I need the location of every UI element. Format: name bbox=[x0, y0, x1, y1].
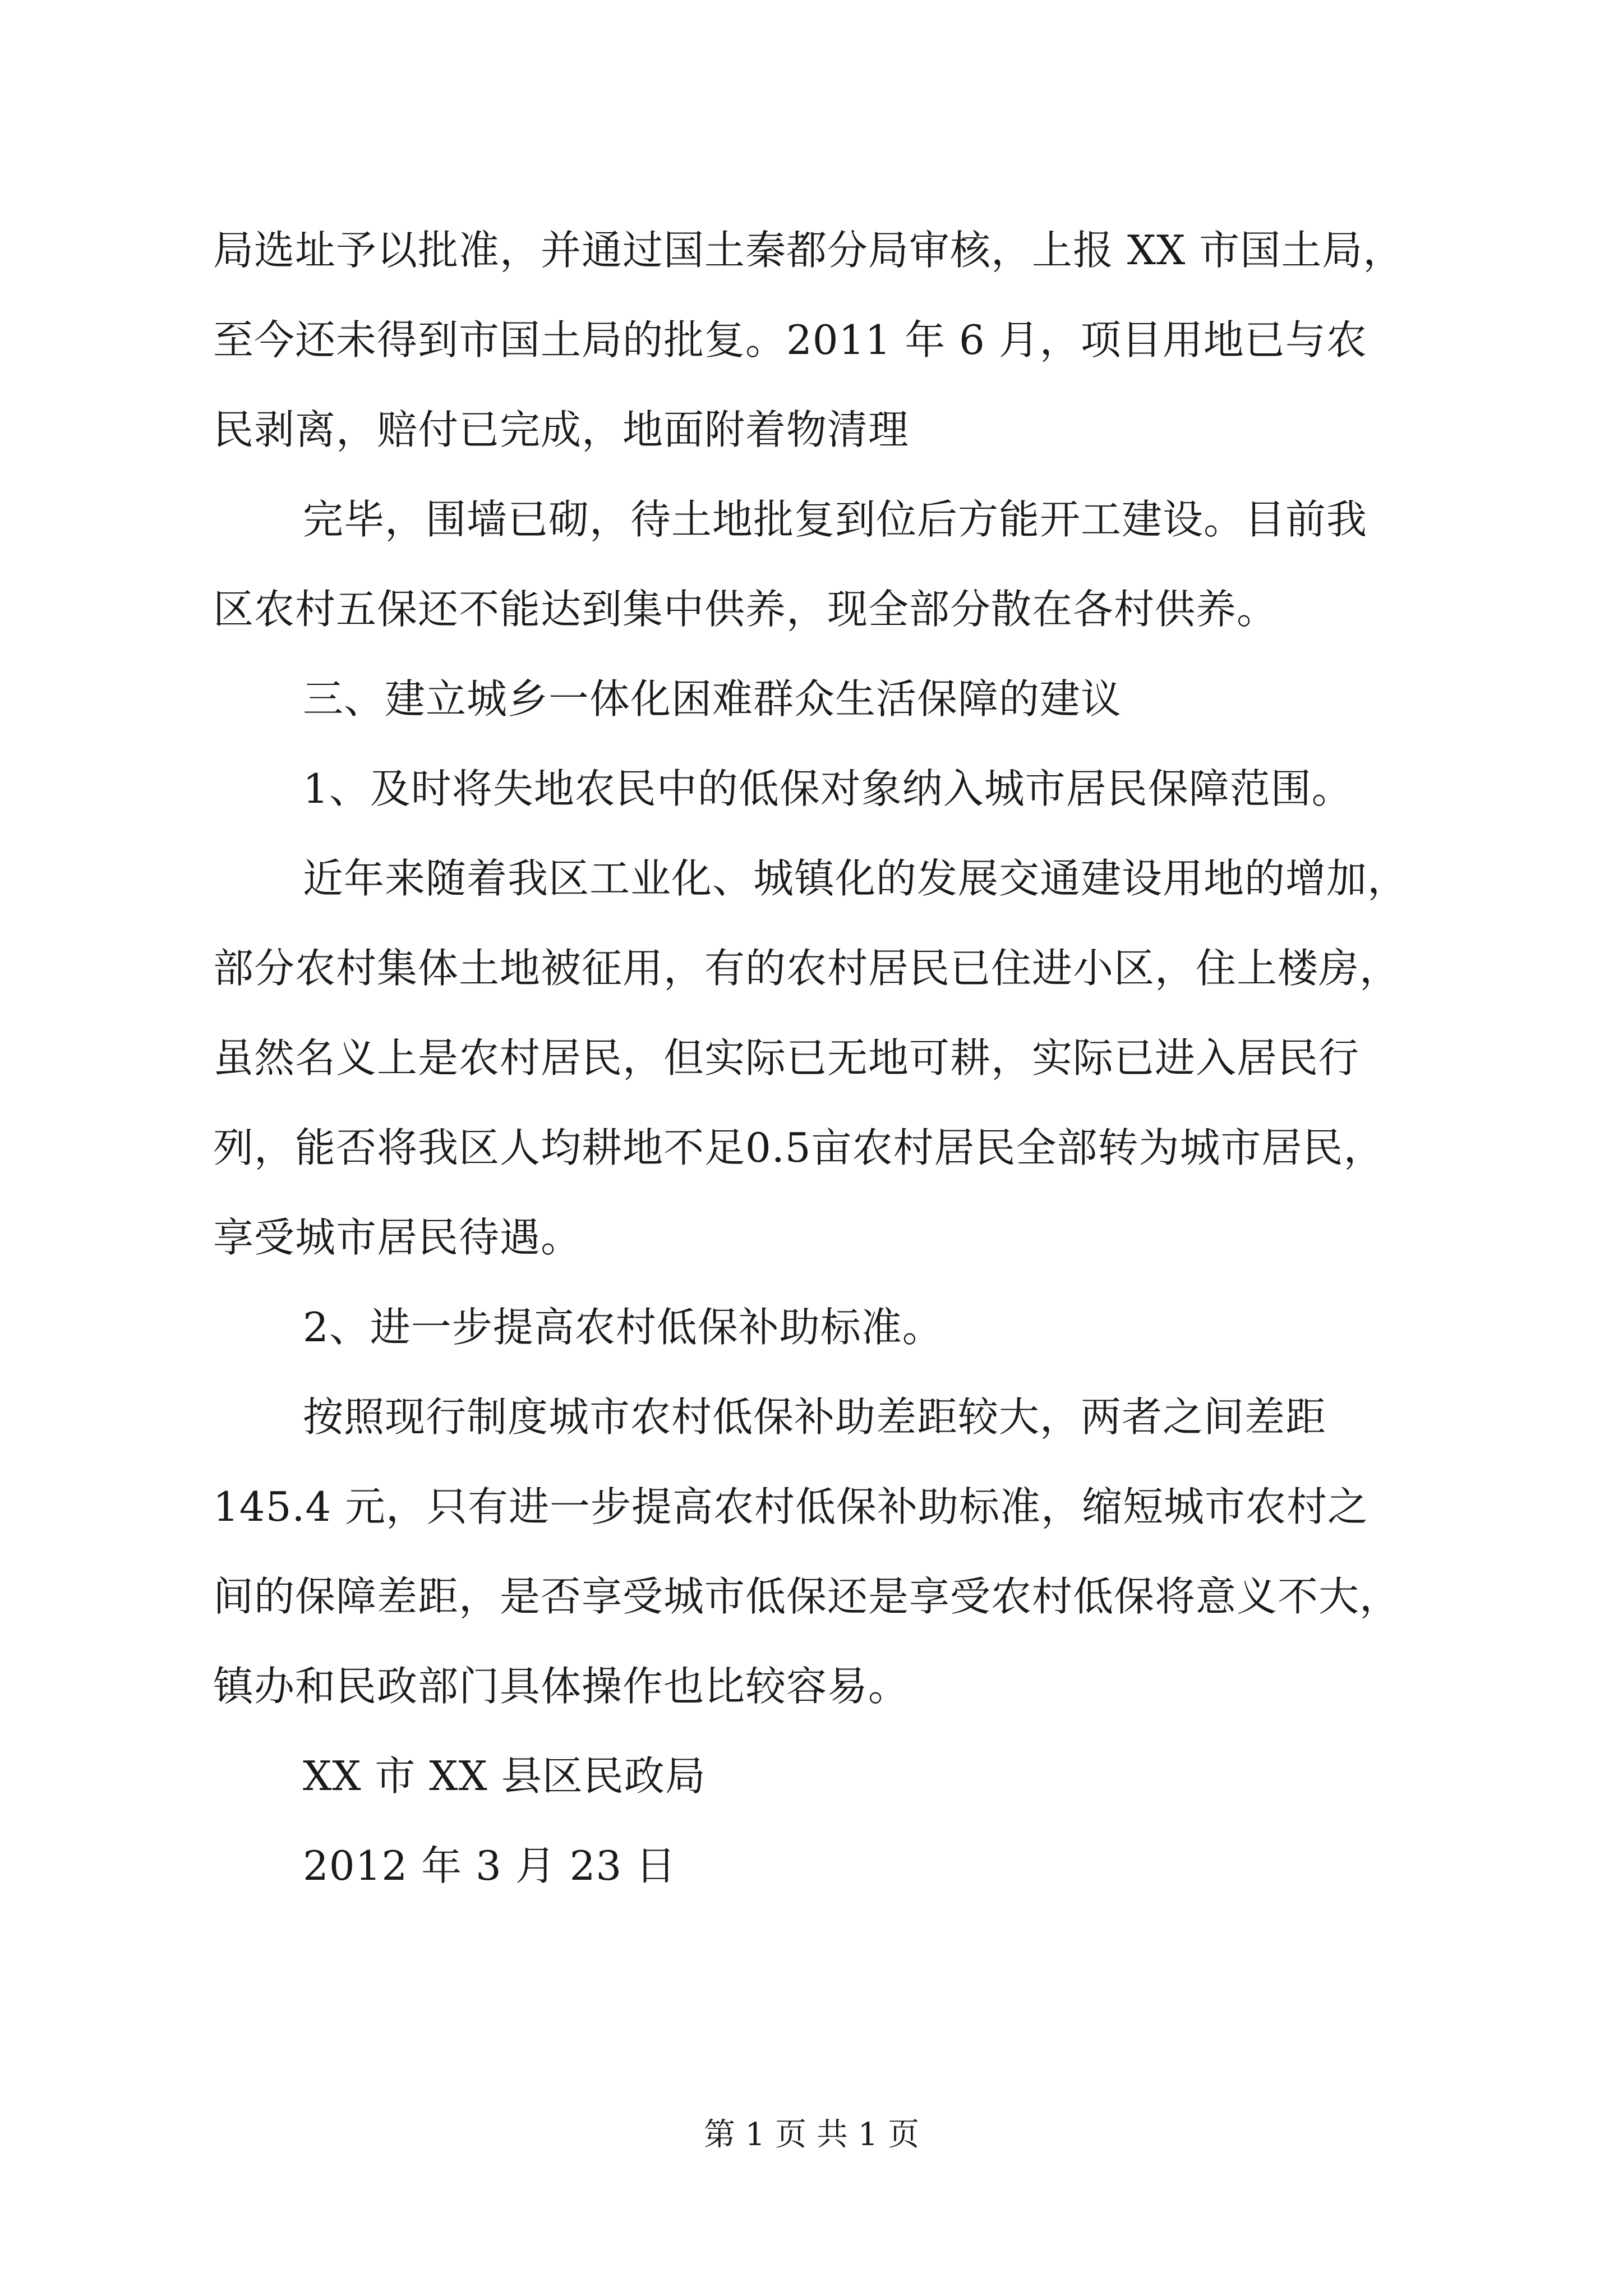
body-line-17: 镇办和民政部门具体操作也比较容易。 bbox=[213, 1663, 910, 1710]
body-line-12: 享受城市居民待遇。 bbox=[213, 1214, 582, 1261]
body-line-3: 民剥离，赔付已完成，地面附着物清理 bbox=[213, 406, 910, 453]
page-number-footer: 第 1 页 共 1 页 bbox=[703, 2116, 920, 2153]
section-heading: 三、建立城乡一体化困难群众生活保障的建议 bbox=[303, 675, 1122, 723]
body-line-8: 近年来随着我区工业化、城镇化的发展交通建设用地的增加， bbox=[303, 855, 1409, 902]
body-line-2: 至今还未得到市国土局的批复。2011 年 6 月，项目用地已与农 bbox=[213, 316, 1367, 364]
signature-date: 2012 年 3 月 23 日 bbox=[303, 1842, 677, 1889]
body-line-10: 虽然名义上是农村居民，但实际已无地可耕，实际已进入居民行 bbox=[213, 1034, 1360, 1082]
body-line-4: 完毕，围墙已砌，待土地批复到位后方能开工建设。目前我 bbox=[303, 496, 1368, 543]
body-line-15: 145.4 元，只有进一步提高农村低保补助标准，缩短城市农村之 bbox=[213, 1483, 1369, 1530]
body-line-16: 间的保障差距，是否享受城市低保还是享受农村低保将意义不大， bbox=[213, 1573, 1401, 1620]
body-line-14: 按照现行制度城市农村低保补助差距较大，两者之间差距 bbox=[303, 1393, 1327, 1441]
signature-organization: XX 市 XX 县区民政局 bbox=[303, 1752, 706, 1800]
body-line-5: 区农村五保还不能达到集中供养，现全部分散在各村供养。 bbox=[213, 586, 1278, 633]
item-2-heading: 2、进一步提高农村低保补助标准。 bbox=[303, 1304, 943, 1351]
body-line-11: 列，能否将我区人均耕地不足0.5亩农村居民全部转为城市居民， bbox=[213, 1124, 1385, 1171]
body-line-9: 部分农村集体土地被征用，有的农村居民已住进小区，住上楼房， bbox=[213, 945, 1401, 992]
item-1-heading: 1、及时将失地农民中的低保对象纳入城市居民保障范围。 bbox=[303, 765, 1353, 812]
body-line-1: 局选址予以批准，并通过国土秦都分局审核，上报 XX 市国土局， bbox=[213, 227, 1404, 274]
